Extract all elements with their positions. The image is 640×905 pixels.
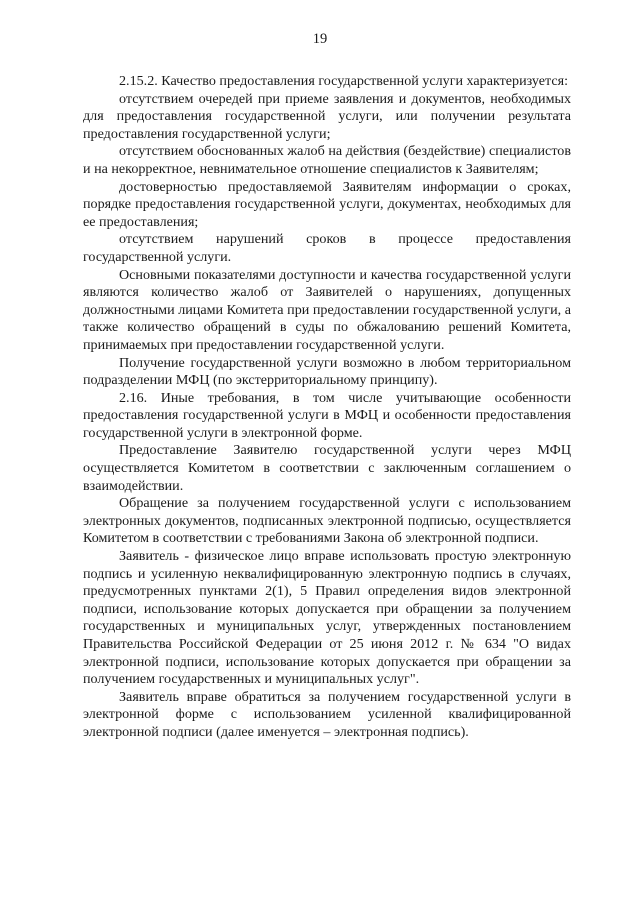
paragraph-mfc-provision: Предоставление Заявителю государственной услуги через МФЦ осуществляется Комитетом в соответствии с заключенным соглашением о взаимодействии. <box>83 442 571 494</box>
paragraph-reliable-info: достоверностью предоставляемой Заявителям информации о сроках, порядке предоставления государственной услуги, документах, необходимых для ее предоставления; <box>83 178 571 230</box>
paragraph-2-16-heading: 2.16. Иные требования, в том числе учитывающие особенности предоставления государственной услуги в МФЦ и особенности предоставления государственной услуги в электронной форме. <box>83 389 571 441</box>
paragraph-no-deadline-violations: отсутствием нарушений сроков в процессе предоставления государственной услуги. <box>83 231 571 265</box>
paragraph-quality-indicators: Основными показателями доступности и качества государственной услуги являются количество жалоб от Заявителей о нарушениях, допущенных должностными лицами Комитета при предоставлении государственной услуги, а также количество обращений в суды по обжалованию решений Комитета, принимаемых при предоставлении государственной услуги. <box>83 266 571 353</box>
page-number: 19 <box>312 31 328 47</box>
document-body <box>83 73 571 742</box>
paragraph-no-queues: отсутствием очередей при приеме заявления и документов, необходимых для предоставления государственной услуги, или получении результата предоставления государственной услуги; <box>83 90 571 142</box>
paragraph-2-15-2-heading: 2.15.2. Качество предоставления государственной услуги характеризуется: <box>119 73 568 89</box>
paragraph-simple-signature: Заявитель - физическое лицо вправе использовать простую электронную подпись и усиленную неквалифицированную электронную подпись в случаях, предусмотренных пунктами 2(1), 5 Правил определения видов электронной подписи, использование которых допускается при обращении за получением государственных и муниципальных услуг, утвержденных постановлением Правительства Российской Федерации от 25 июня 2012 г. № 634 "О видах электронной подписи, использование которых допускается при обращении за получением государственных и муниципальных услуг". <box>83 548 571 688</box>
paragraph-electronic-documents: Обращение за получением государственной услуги с использованием электронных документов, подписанных электронной подписью, осуществляется Комитетом в соответствии с требованиями Закона об электронной подписи. <box>83 495 571 547</box>
paragraph-qualified-signature: Заявитель вправе обратиться за получением государственной услуги в электронной форме с использованием усиленной квалифицированной электронной подписи (далее именуется – электронная подпись). <box>83 688 571 740</box>
paragraph-extraterritorial: Получение государственной услуги возможно в любом территориальном подразделении МФЦ (по экстерриториальному принципу). <box>83 354 571 389</box>
paragraph-no-complaints: отсутствием обоснованных жалоб на действия (бездействие) специалистов и на некорректное, невнимательное отношение специалистов к Заявителям; <box>83 143 571 177</box>
